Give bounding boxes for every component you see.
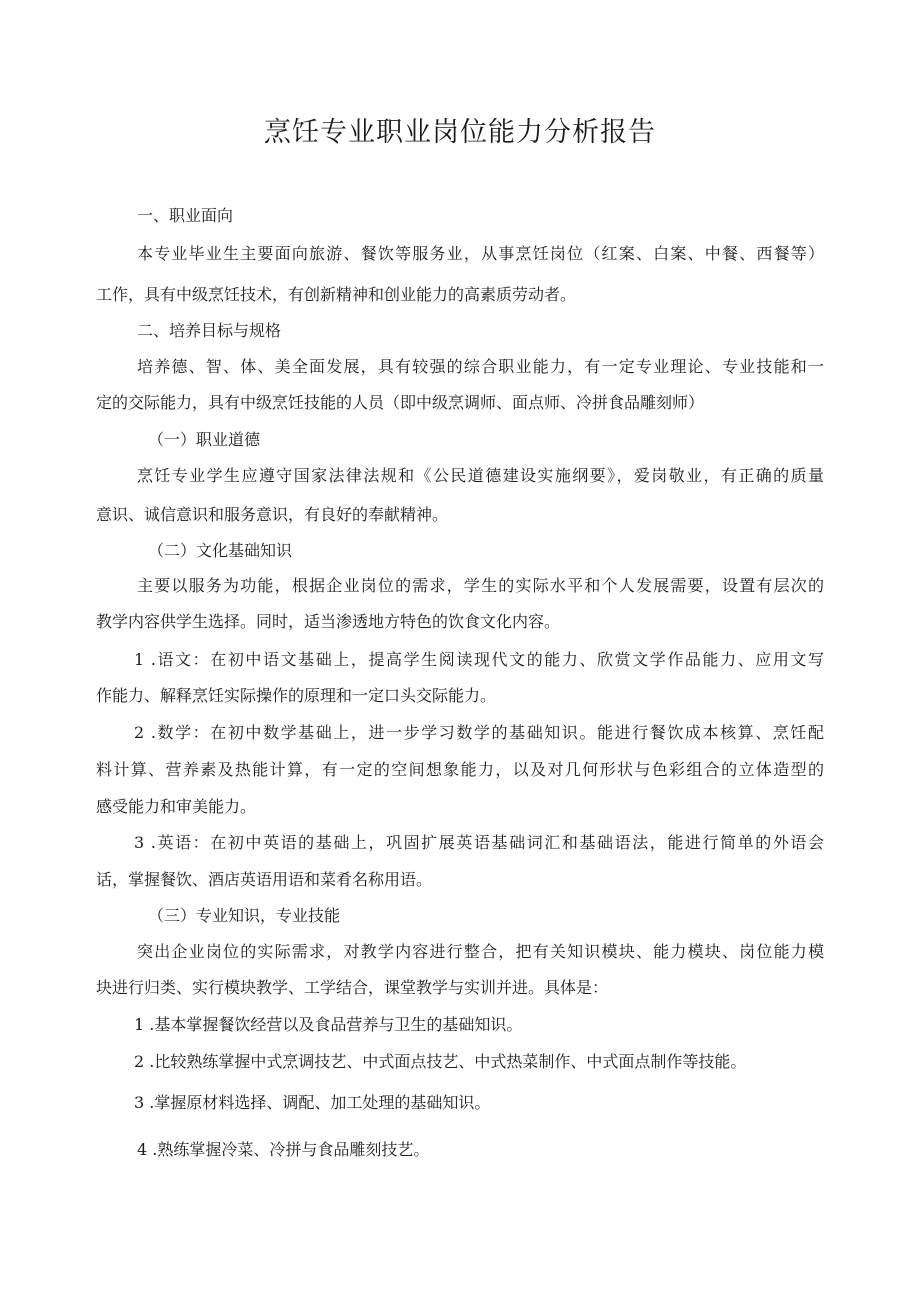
- subsection-heading-2: （二）文化基础知识: [148, 541, 293, 560]
- paragraph-line: 教学内容供学生选择。同时，适当渗透地方特色的饮食文化内容。: [96, 612, 561, 631]
- list-item-line: 3 .掌握原材料选择、调配、加工处理的基础知识。: [134, 1093, 491, 1112]
- paragraph-line: 本专业毕业生主要面向旅游、餐饮等服务业，从事烹饪岗位（红案、白案、中餐、西餐等）: [137, 244, 824, 263]
- subsection-heading-3: （三）专业知识，专业技能: [148, 906, 341, 925]
- paragraph-line: 块进行归类、实行模块教学、工学结合，课堂教学与实训并进。具体是：: [96, 978, 609, 997]
- paragraph-line: 工作，具有中级烹饪技术，有创新精神和创业能力的高素质劳动者。: [96, 285, 577, 304]
- list-item-line: 2 .数学：在初中数学基础上，进一步学习数学的基础知识。能进行餐饮成本核算、烹饪配: [134, 723, 824, 742]
- section-heading-1: 一、职业面向: [137, 206, 234, 225]
- subsection-heading-1: （一）职业道德: [148, 430, 261, 449]
- paragraph-line: 主要以服务为功能，根据企业岗位的需求，学生的实际水平和个人发展需要，设置有层次的: [137, 576, 824, 595]
- document-title: 烹饪专业职业岗位能力分析报告: [264, 117, 656, 148]
- paragraph-line: 意识、诚信意识和服务意识，有良好的奉献精神。: [96, 505, 449, 524]
- paragraph-line: 突出企业岗位的实际需求，对教学内容进行整合，把有关知识模块、能力模块、岗位能力模: [137, 942, 824, 961]
- paragraph-line: 培养德、智、体、美全面发展，具有较强的综合职业能力，有一定专业理论、专业技能和一: [137, 357, 824, 376]
- list-item-line: 1 .语文：在初中语文基础上，提高学生阅读现代文的能力、欣赏文学作品能力、应用文写: [134, 650, 824, 669]
- paragraph-line: 感受能力和审美能力。: [96, 797, 257, 816]
- list-item-line: 2 .比较熟练掌握中式烹调技艺、中式面点技艺、中式热菜制作、中式面点制作等技能。: [134, 1052, 747, 1071]
- paragraph-line: 作能力、解释烹饪实际操作的原理和一定口头交际能力。: [96, 686, 497, 705]
- section-heading-2: 二、培养目标与规格: [137, 321, 282, 340]
- paragraph-line: 料计算、营养素及热能计算，有一定的空间想象能力，以及对几何形状与色彩组合的立体造型的: [96, 760, 824, 779]
- list-item-line: 1 .基本掌握餐饮经营以及食品营养与卫生的基础知识。: [134, 1015, 523, 1034]
- paragraph-line: 话，掌握餐饮、酒店英语用语和菜肴名称用语。: [96, 870, 433, 889]
- paragraph-line: 烹饪专业学生应遵守国家法律法规和《公民道德建设实施纲要》，爱岗敬业，有正确的质量: [137, 466, 824, 485]
- list-item-line: 3 .英语：在初中英语的基础上，巩固扩展英语基础词汇和基础语法，能进行简单的外语会: [134, 833, 824, 852]
- paragraph-line: 定的交际能力，具有中级烹饪技能的人员（即中级烹调师、面点师、冷拼食品雕刻师）: [96, 393, 705, 412]
- list-item-line: 4 .熟练掌握冷菜、冷拼与食品雕刻技艺。: [137, 1140, 430, 1159]
